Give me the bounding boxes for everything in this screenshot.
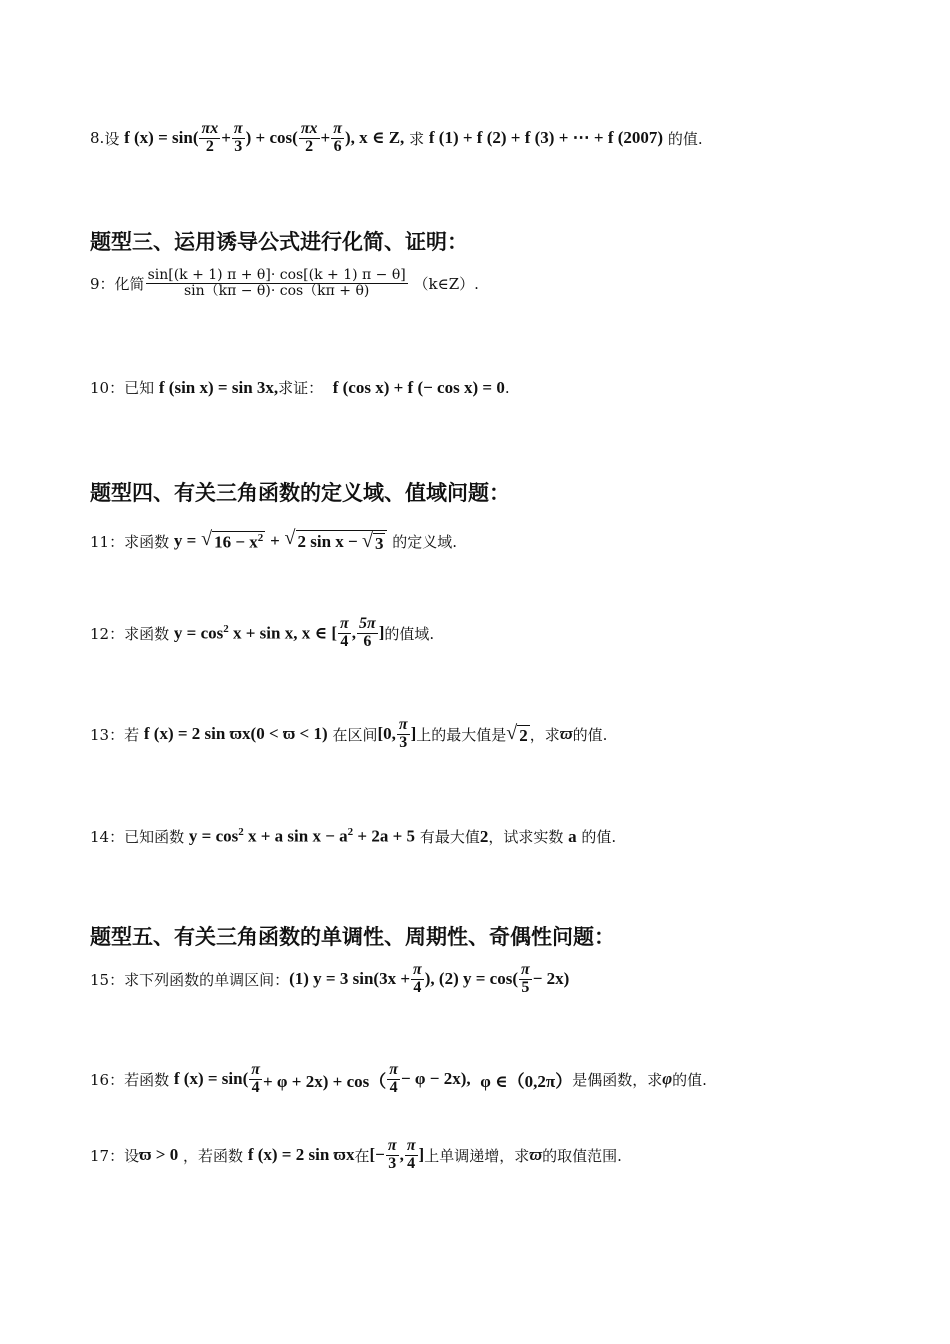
question-text: . xyxy=(504,378,510,397)
fraction: $\frac{\pi}{4}$ xyxy=(251,1061,260,1096)
question-number: 9： xyxy=(90,274,115,293)
question-text: ，若函数 xyxy=(183,1146,244,1165)
question-14 xyxy=(90,826,616,847)
question-text: 的取值范围. xyxy=(542,1146,622,1165)
formula: (1) y = 3 sin(3x + xyxy=(289,969,411,989)
fraction: $\frac{\sin[(k + 1) \pi + \theta]\cdot \cos[(k + 1) \pi - \theta]}{\sin(k\pi - \theta)\cdot \cos(k\pi + \theta)}$ xyxy=(147,267,406,299)
formula: , xyxy=(399,1145,404,1165)
formula: φ ∈（0,2π） xyxy=(480,1071,573,1091)
fraction: $\frac{\pi}{4}$ xyxy=(389,1061,398,1096)
formula: f (1) + f (2) + f (3) + ⋯ + f (2007) xyxy=(428,128,664,148)
formula: ), (2) y = cos( xyxy=(424,969,518,989)
square-root: √ $16 - x^2$ xyxy=(201,528,264,552)
formula: φ xyxy=(662,1069,673,1089)
formula: ϖ xyxy=(559,724,573,744)
question-text: 化简 xyxy=(114,274,145,293)
formula: f (sin x) = sin 3x, xyxy=(158,377,279,397)
formula: $y = \cos^2 x + \sin x$, x ∈ [ xyxy=(173,622,337,643)
question-17 xyxy=(90,1138,622,1173)
question-text: 求下列函数的单调区间： xyxy=(124,970,290,989)
question-text: 求函数 xyxy=(124,624,170,643)
formula: + xyxy=(320,128,331,148)
fraction: $\frac{\pi}{6}$ xyxy=(333,120,342,155)
formula: ϖ > 0 xyxy=(139,1145,179,1165)
question-11 xyxy=(90,528,457,554)
formula: f (x) = sin( xyxy=(124,128,199,148)
formula: , xyxy=(351,623,356,643)
question-number: 12： xyxy=(90,624,125,643)
question-8 xyxy=(90,121,703,156)
formula: + xyxy=(270,531,280,550)
section-heading-5: 题型五、有关三角函数的单调性、周期性、奇偶性问题： xyxy=(90,925,615,949)
question-number: 14： xyxy=(90,828,125,846)
question-text: 求函数 xyxy=(124,532,170,551)
question-text: 已知 xyxy=(124,379,155,397)
question-text: 的值. xyxy=(572,725,608,744)
fraction: $\frac{\pi}{4}$ xyxy=(339,615,349,650)
formula: ] xyxy=(378,623,385,643)
formula: ϖ xyxy=(529,1145,543,1165)
fraction: $\frac{\pi}{3}$ xyxy=(233,120,243,155)
fraction: $\frac{\pi x}{2}$ xyxy=(300,120,318,155)
fraction: $\frac{\pi}{3}$ xyxy=(398,716,408,751)
formula: f (cos x) + f (− cos x) = 0 xyxy=(332,377,505,397)
question-text: 上的最大值是 xyxy=(416,725,507,744)
question-text: ，求 xyxy=(529,725,560,744)
question-text: 设 xyxy=(124,1146,140,1165)
square-root: √ 2 sin x − √ 3 xyxy=(285,528,388,554)
formula: ] xyxy=(418,1145,425,1165)
formula: [− xyxy=(369,1145,385,1165)
question-16 xyxy=(90,1062,707,1097)
question-number: 13： xyxy=(90,725,125,744)
formula: ), x ∈ Z, xyxy=(344,128,405,148)
question-text: 设 xyxy=(104,129,120,148)
formula: $y = \cos^2 x + a$ $\sin x - a^2 + 2a + 5$ xyxy=(188,826,416,846)
fraction: $\frac{\pi x}{2}$ xyxy=(201,120,219,155)
section-heading-3: 题型三、运用诱导公式进行化简、证明： xyxy=(90,230,468,254)
question-text: 求证： xyxy=(278,379,324,397)
question-13 xyxy=(90,717,607,752)
fraction: $\frac{5\pi}{6}$ xyxy=(358,615,376,650)
question-text: （k∈Z）. xyxy=(413,274,479,293)
formula: ] xyxy=(410,724,417,744)
question-text: 的值. xyxy=(581,828,617,846)
question-number: 10： xyxy=(90,379,125,397)
question-text: 有最大值 xyxy=(419,828,480,846)
question-number: 17： xyxy=(90,1146,125,1165)
fraction: $\frac{\pi}{4}$ xyxy=(413,961,422,996)
question-number: 16： xyxy=(90,1070,125,1089)
question-10 xyxy=(90,377,510,398)
question-15 xyxy=(90,962,569,997)
question-text: 的定义域. xyxy=(392,532,458,551)
question-12 xyxy=(90,616,434,651)
question-number: 8. xyxy=(90,129,105,148)
question-text: 上单调递增，求 xyxy=(424,1146,530,1165)
question-text: 的值域. xyxy=(384,624,435,643)
formula: + φ + 2x) + cos（ xyxy=(263,1071,387,1091)
formula: + xyxy=(221,128,231,148)
formula: f (x) = 2 sin ϖx xyxy=(247,1145,355,1165)
formula: ) + cos( xyxy=(245,128,298,148)
question-number: 15： xyxy=(90,970,125,989)
square-root: √ 2 xyxy=(506,721,528,745)
section-heading-4: 题型四、有关三角函数的定义域、值域问题： xyxy=(90,481,510,505)
question-text: 若 xyxy=(124,725,140,744)
question-text: 是偶函数，求 xyxy=(572,1070,663,1089)
question-number: 11： xyxy=(90,532,125,551)
formula: a xyxy=(568,826,577,846)
question-text: 在 xyxy=(354,1146,370,1165)
formula: − 2x) xyxy=(532,969,570,989)
formula: − φ − 2x), xyxy=(400,1069,471,1089)
formula: [0, xyxy=(377,724,396,744)
question-text: 求 xyxy=(409,129,425,148)
question-9 xyxy=(90,268,479,298)
question-text: 在区间 xyxy=(332,725,378,744)
question-text: 的值. xyxy=(672,1070,707,1089)
question-text: 的值. xyxy=(667,129,703,148)
formula: y = xyxy=(173,531,197,550)
formula: f (x) = 2 sin ϖx(0 < ϖ < 1) xyxy=(143,724,328,744)
fraction: $\frac{\pi}{5}$ xyxy=(521,961,530,996)
fraction: $\frac{\pi}{3}$ xyxy=(387,1137,397,1172)
fraction: $\frac{\pi}{4}$ xyxy=(406,1137,416,1172)
question-text: 已知函数 xyxy=(124,828,185,846)
formula: 2 xyxy=(479,826,489,846)
question-text: 若函数 xyxy=(124,1070,170,1089)
question-text: ，试求实数 xyxy=(488,828,564,846)
formula: f (x) = sin( xyxy=(173,1069,249,1089)
